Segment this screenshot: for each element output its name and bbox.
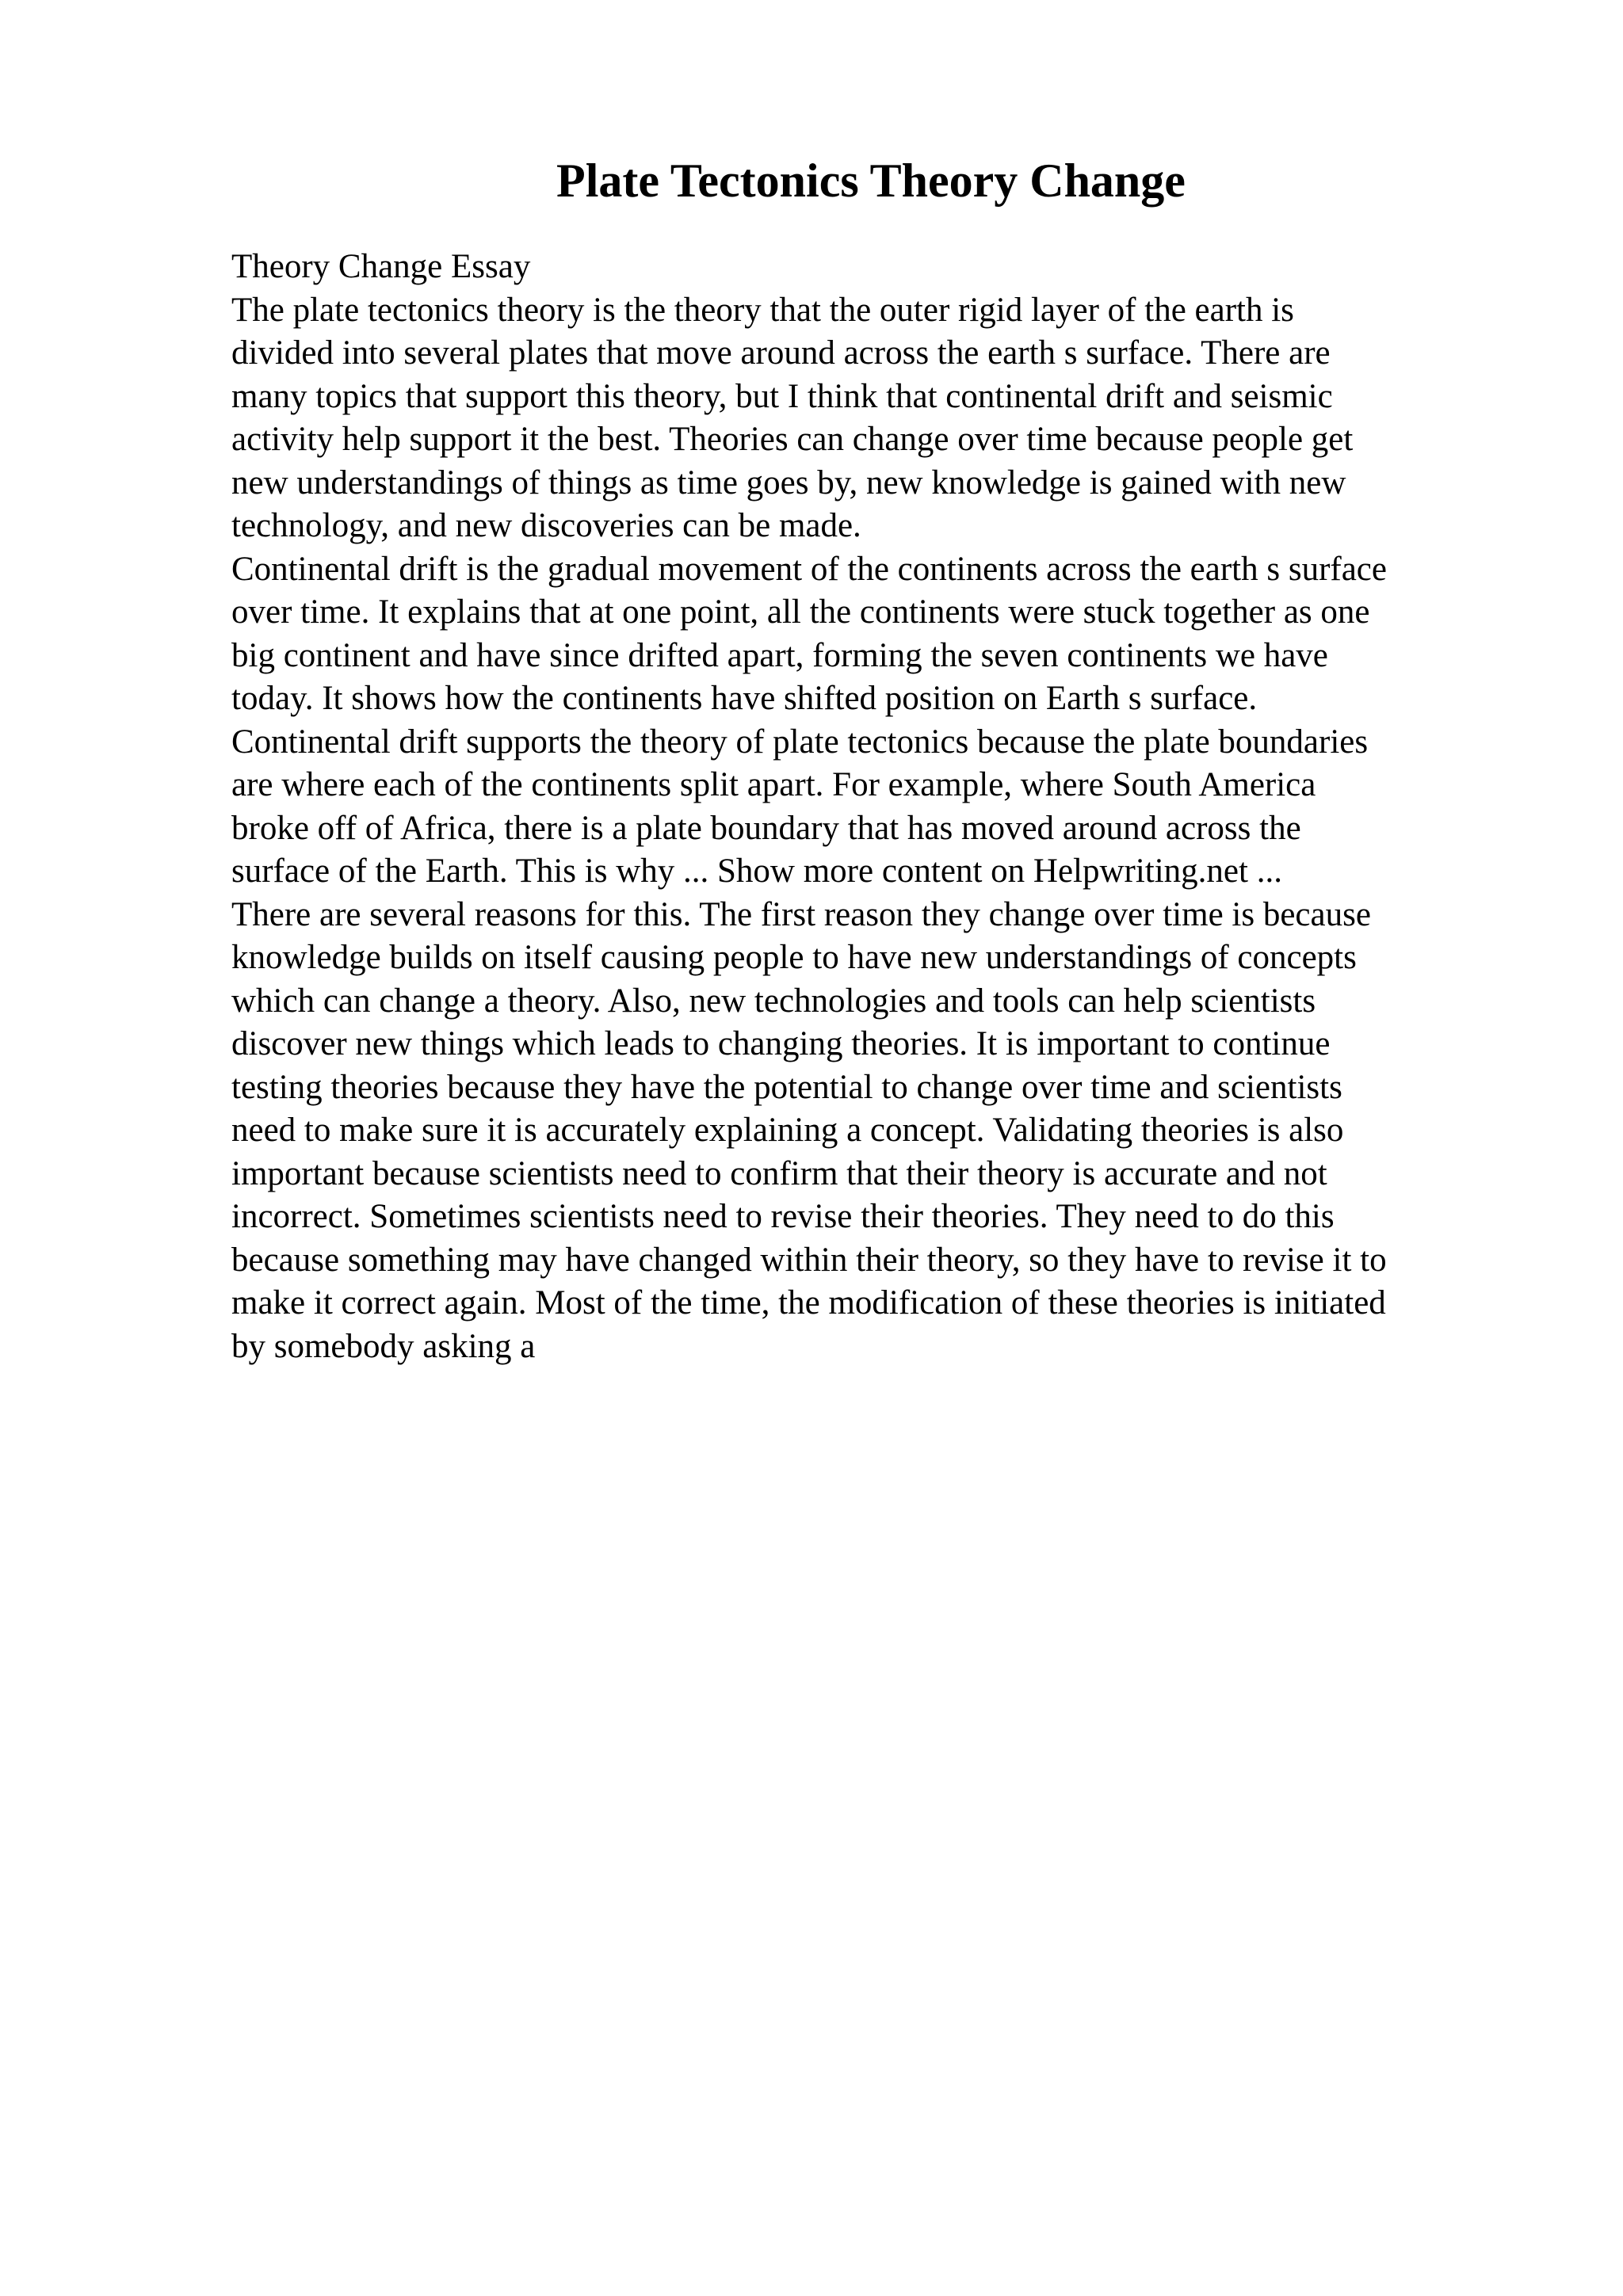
body-line: There are several reasons for this. The first reason they change over time is because	[231, 895, 1371, 933]
body-line: technology, and new discoveries can be made.	[231, 507, 861, 544]
body-line: over time. It explains that at one point, all the continents were stuck together as one	[231, 593, 1370, 631]
body-line: incorrect. Sometimes scientists need to revise their theories. They need to do this	[231, 1198, 1335, 1235]
body-line: divided into several plates that move around across the earth s surface. There are	[231, 334, 1331, 372]
body-line: activity help support it the best. Theories can change over time because people get	[231, 421, 1354, 458]
body-line: many topics that support this theory, but I think that continental drift and seismic	[231, 377, 1333, 415]
body-line: big continent and have since drifted apart, forming the seven continents we have	[231, 636, 1328, 674]
body-line: today. It shows how the continents have shifted position on Earth s surface.	[231, 680, 1258, 717]
body-line: important because scientists need to confirm that their theory is accurate and not	[231, 1154, 1327, 1192]
body-line: knowledge builds on itself causing people to have new understandings of concepts	[231, 939, 1357, 976]
body-line: surface of the Earth. This is why ... Show more content on Helpwriting.net ...	[231, 852, 1282, 890]
body-line: Continental drift supports the theory of plate tectonics because the plate boundaries	[231, 723, 1369, 761]
body-line: new understandings of things as time goes by, new knowledge is gained with new	[231, 463, 1346, 502]
body-line: because something may have changed within their theory, so they have to revise it to	[231, 1241, 1387, 1279]
body-line: by somebody asking a	[231, 1327, 536, 1365]
document-title: Plate Tectonics Theory Change	[556, 154, 1186, 207]
body-line: are where each of the continents split apart. For example, where South America	[231, 766, 1316, 803]
body-line: Continental drift is the gradual movement of the continents across the earth s surface	[231, 550, 1387, 588]
body-line: need to make sure it is accurately explaining a concept. Validating theories is also	[231, 1112, 1344, 1149]
body-line: Theory Change Essay	[231, 248, 531, 285]
body-line: The plate tectonics theory is the theory that the outer rigid layer of the earth is	[231, 291, 1294, 329]
document-body	[231, 246, 1499, 1368]
body-line: which can change a theory. Also, new technologies and tools can help scientists	[231, 982, 1316, 1020]
body-line: broke off of Africa, there is a plate boundary that has moved around across the	[231, 809, 1301, 847]
body-line: testing theories because they have the potential to change over time and scientists	[231, 1068, 1342, 1106]
body-line: discover new things which leads to changing theories. It is important to continue	[231, 1025, 1331, 1062]
body-line: make it correct again. Most of the time, the modification of these theories is initiated	[231, 1284, 1386, 1322]
